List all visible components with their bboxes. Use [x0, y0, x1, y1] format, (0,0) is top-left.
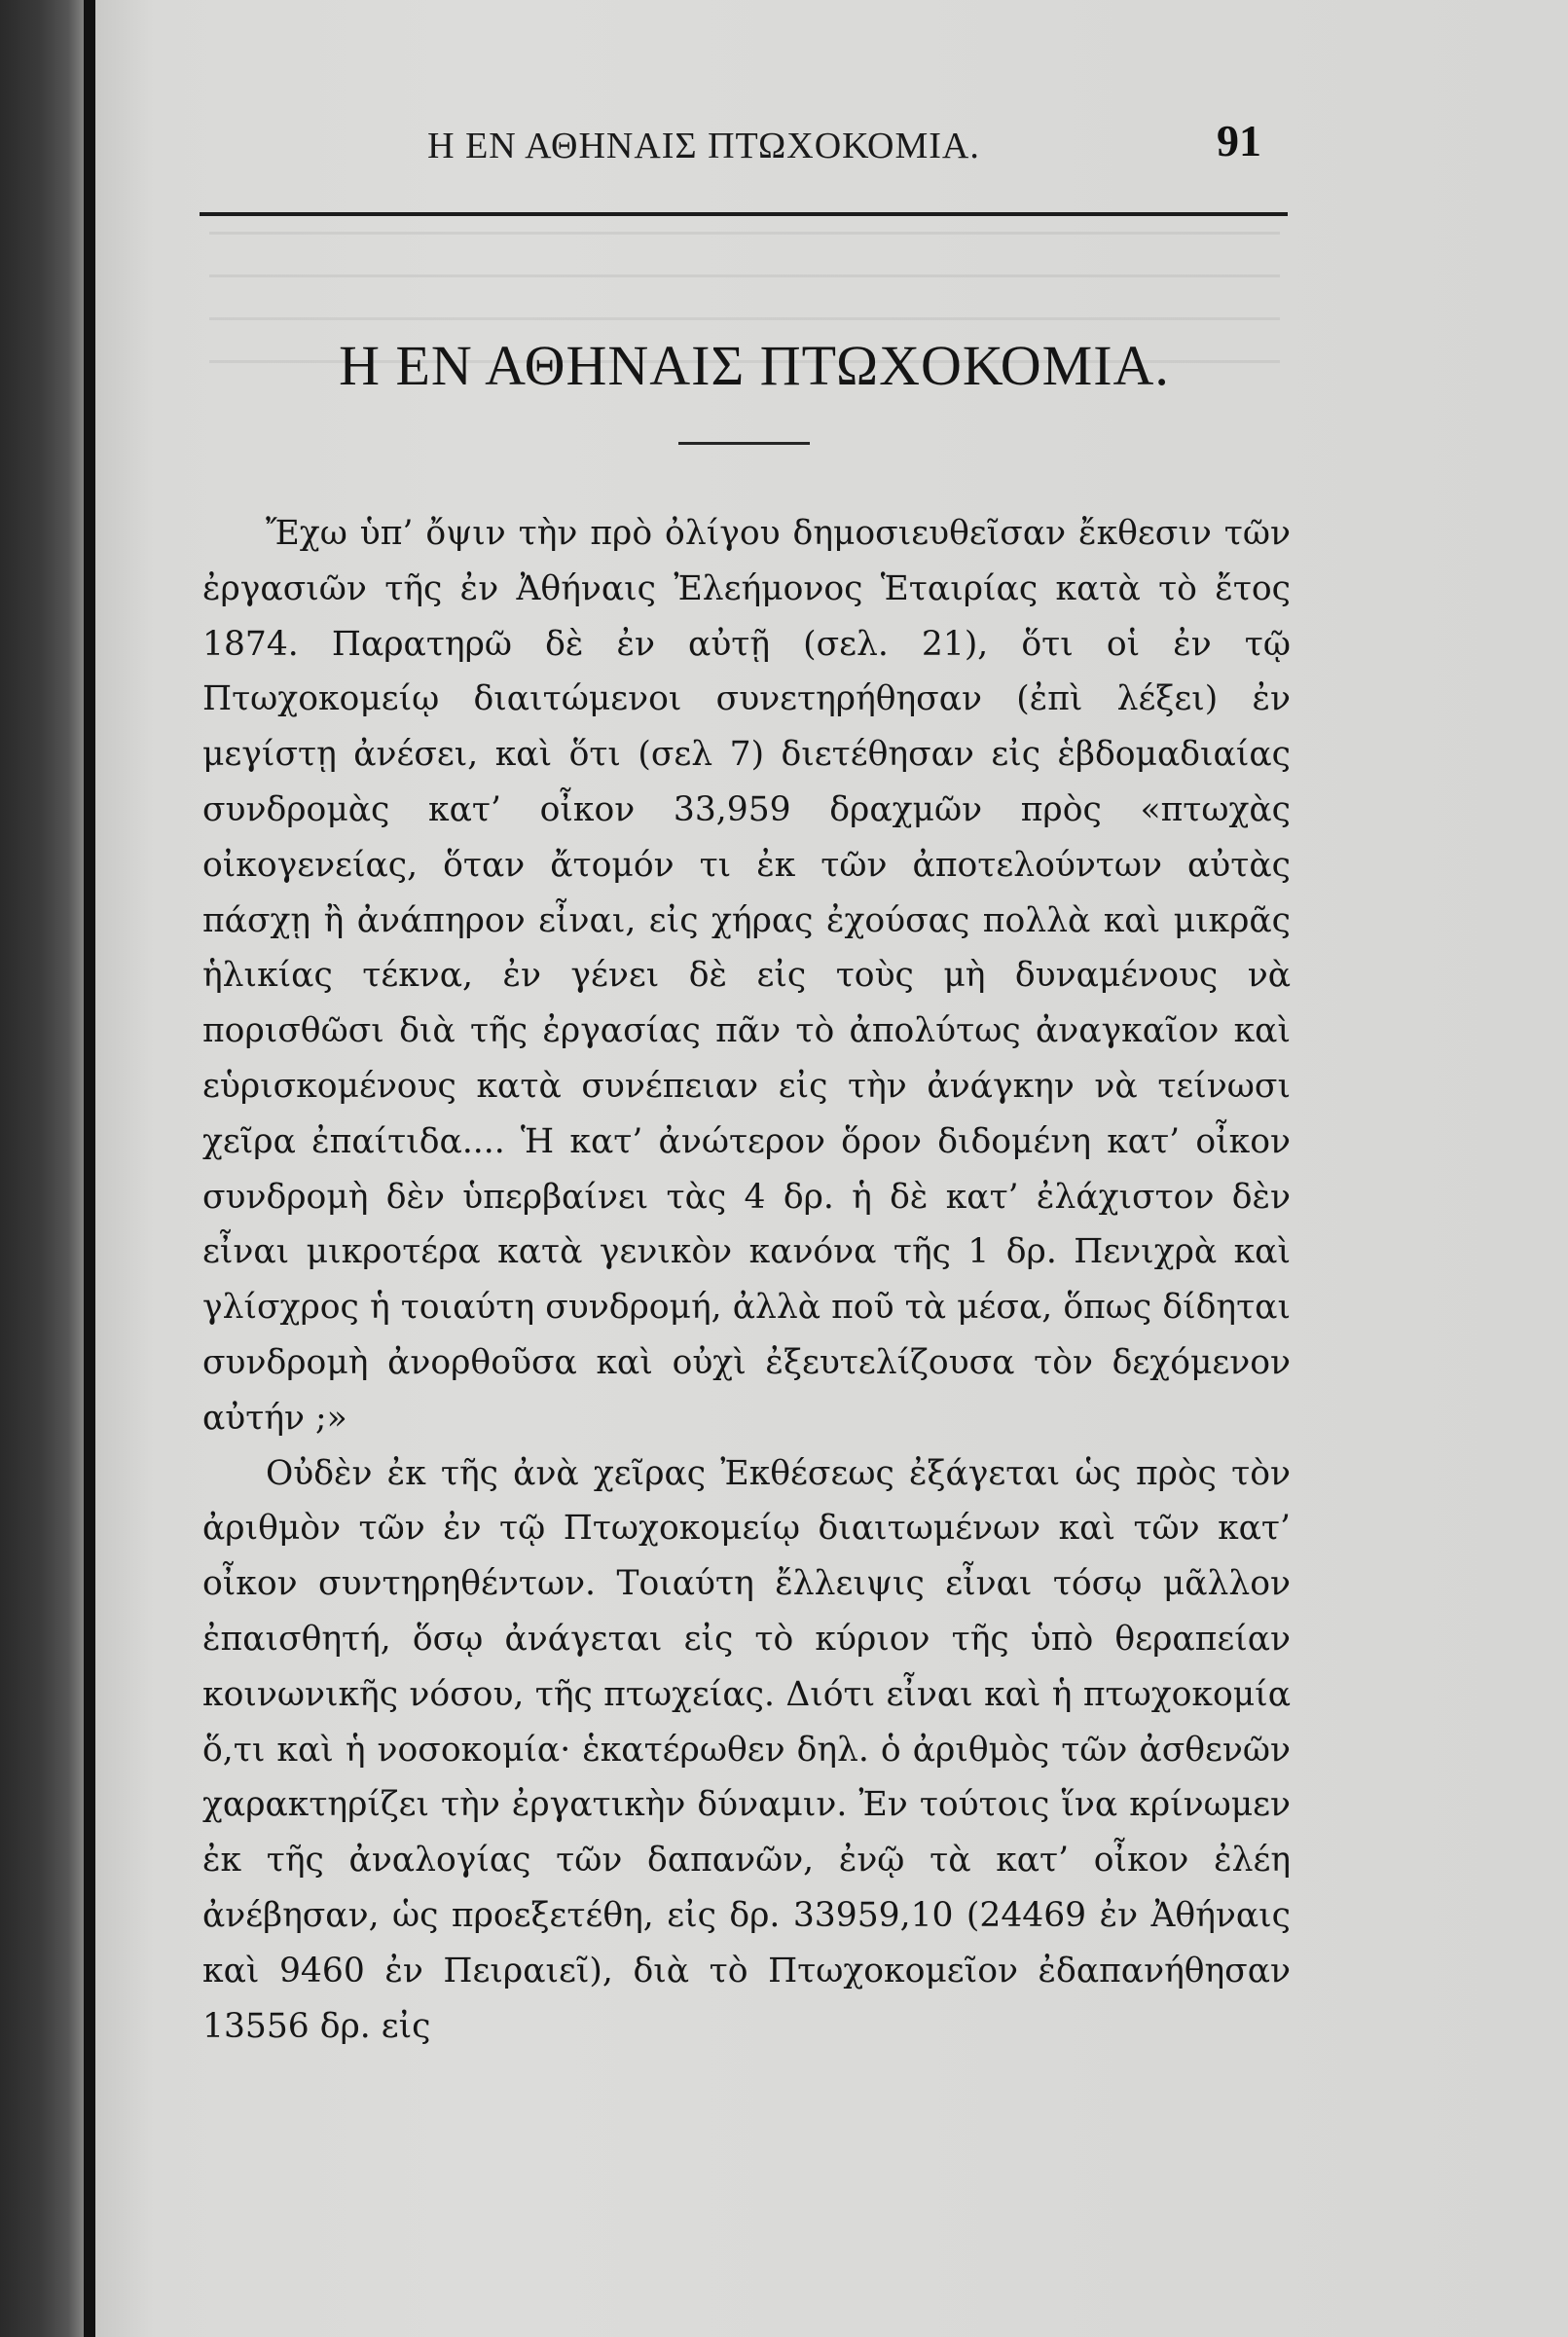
running-header-title: Η ΕΝ ΑΘΗΝΑΙΣ ΠΤΩΧΟΚΟΜΙΑ.	[427, 126, 980, 166]
title-rule	[678, 442, 810, 445]
paragraph-text: Ἔχω ὑπ’ ὄψιν τὴν πρὸ ὀλίγου δημοσιευθεῖσαν ἔκθεσιν τῶν ἐργασιῶν τῆς ἐν Ἀθήναις Ἐλεήμονος Ἑταιρίας κατὰ τὸ ἔτος 1874. Παρατηρῶ δὲ ἐν αὐτῇ (σελ. 21), ὅτι οἱ ἐν τῷ Πτωχοκομείῳ διαιτώμενοι συνετηρήθησαν (ἐπὶ λέξει) ἐν μεγίστῃ ἀνέσει, καὶ ὅτι (σελ 7) διετέθησαν εἰς ἑβδομαδιαίας συνδρομὰς κατ’ οἶκον 33,959 δραχμῶν πρὸς «πτωχὰς οἰκογενείας, ὅταν ἄτομόν τι ἐκ τῶν ἀποτελούντων αὐτὰς πάσχῃ ἢ ἀνάπηρον εἶναι, εἰς χήρας ἐχούσας πολλὰ καὶ μικρᾶς ἡλικίας τέκνα, ἐν γένει δὲ εἰς τοὺς μὴ δυναμένους νὰ πορισθῶσι διὰ τῆς ἐργασίας πᾶν τὸ ἀπολύτως ἀναγκαῖον καὶ εὑρισκομένους κατὰ συνέπειαν εἰς τὴν ἀνάγκην νὰ τείνωσι χεῖρα ἐπαίτιδα.... Ἡ κατ’ ἀνώτερον ὅρον διδομένη κατ’ οἶκον συνδρομὴ δὲν ὑπερβαίνει τὰς 4 δρ. ἡ δὲ κατ’ ἐλάχιστον δὲν εἶναι μικροτέρα κατὰ γενικὸν κανόνα τῆς 1 δρ. Πενιχρὰ καὶ γλίσχρος ἡ τοιαύτη συνδρομή, ἀλλὰ ποῦ τὰ μέσα, ὅπως δίδηται συνδρομὴ ἀνορθοῦσα καὶ οὐχὶ ἐξευτελίζουσα τὸν δεχόμενον αὐτήν ;»	[202, 514, 1291, 1438]
body-paragraph-2: Οὐδὲν ἐκ τῆς ἀνὰ χεῖρας Ἐκθέσεως ἐξάγεται ὡς πρὸς τὸν ἀριθμὸν τῶν ἐν τῷ Πτωχοκομείῳ διαιτωμένων καὶ τῶν κατ’ οἶκον συντηρηθέντων. Τοιαύτη ἔλλειψις εἶναι τόσῳ μᾶλλον ἐπαισθητή, ὅσῳ ἀνάγεται εἰς τὸ κύριον τῆς ὑπὸ θεραπείαν κοινωνικῆς νόσου, τῆς πτωχείας. Διότι εἶναι καὶ ἡ πτωχοκομία ὅ,τι καὶ ἡ νοσοκομία· ἑκατέρωθεν δηλ. ὁ ἀριθμὸς τῶν ἀσθενῶν χαρακτηρίζει τὴν ἐργατικὴν δύναμιν. Ἐν τούτοις ἵνα κρίνωμεν ἐκ τῆς ἀναλογίας τῶν δαπανῶν, ἐνῷ τὰ κατ’ οἶκον ἐλέη ἀνέβησαν, ὡς προεξετέθη, εἰς δρ. 33959,10 (24469 ἐν Ἀθήναις καὶ 9460 ἐν Πειραιεῖ), διὰ τὸ Πτωχοκομεῖον ἐδαπανήθησαν 13556 δρ. εἰς	[202, 1453, 1291, 2046]
book-gutter-shadow	[0, 0, 92, 2337]
book-gutter-edge	[84, 0, 95, 2337]
article-body	[202, 506, 1291, 2054]
article-title: Η ΕΝ ΑΘΗΝΑΙΣ ΠΤΩΧΟΚΟΜΙΑ.	[339, 334, 1170, 397]
header-rule	[200, 212, 1288, 216]
body-paragraph-1	[202, 506, 1291, 1446]
page-number: 91	[1217, 116, 1261, 165]
